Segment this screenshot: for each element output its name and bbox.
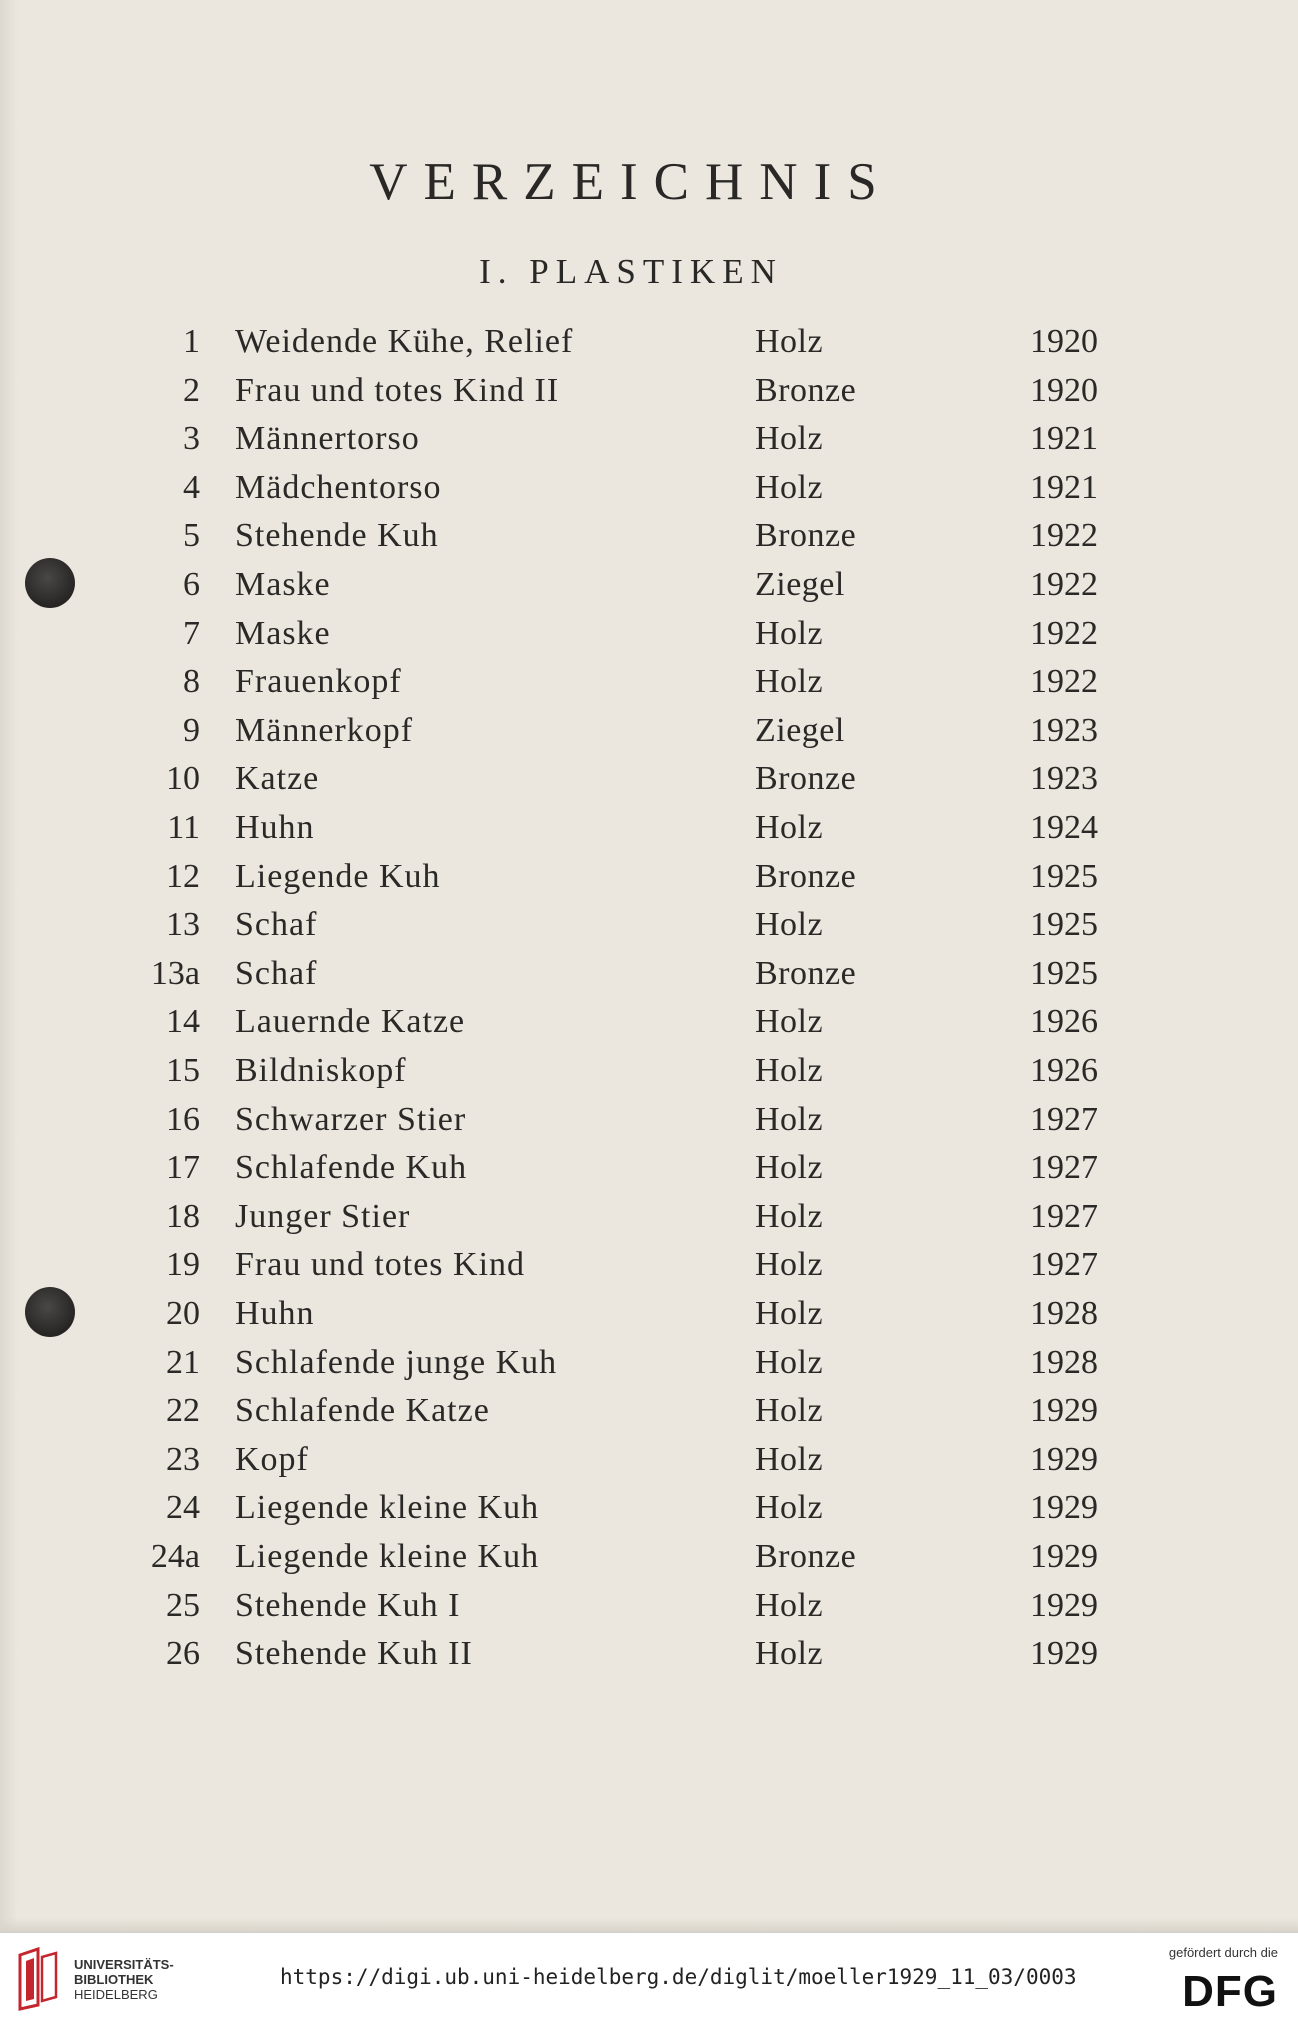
entry-number: 14 bbox=[166, 1003, 200, 1041]
catalog-entry bbox=[0, 1193, 1298, 1241]
entry-number: 4 bbox=[183, 468, 200, 506]
entry-title: Schlafende junge Kuh bbox=[235, 1343, 558, 1381]
entry-year: 1923 bbox=[1030, 760, 1098, 798]
entry-number: 2 bbox=[183, 371, 200, 409]
entry-material: Holz bbox=[755, 1440, 824, 1478]
entry-material: Holz bbox=[755, 420, 824, 458]
entry-title: Stehende Kuh II bbox=[235, 1635, 473, 1673]
catalog-entry bbox=[0, 1484, 1298, 1532]
entry-year: 1929 bbox=[1030, 1489, 1098, 1527]
entry-title: Maske bbox=[235, 566, 331, 603]
entry-number: 21 bbox=[166, 1343, 200, 1381]
entry-title: Mädchentorso bbox=[235, 468, 442, 506]
catalog-entry bbox=[0, 1533, 1298, 1581]
entry-material: Holz bbox=[755, 1003, 824, 1041]
entry-year: 1928 bbox=[1030, 1295, 1098, 1332]
entry-number: 7 bbox=[183, 614, 200, 652]
library-name-line2: BIBLIOTHEK bbox=[74, 1972, 154, 1987]
entry-title: Schwarzer Stier bbox=[235, 1100, 467, 1138]
entry-number: 12 bbox=[166, 857, 200, 895]
entry-title: Liegende Kuh bbox=[235, 857, 441, 895]
entry-number: 10 bbox=[166, 760, 200, 798]
entry-year: 1922 bbox=[1030, 663, 1098, 701]
entry-material: Holz bbox=[755, 323, 824, 360]
library-name bbox=[74, 1957, 174, 2002]
permalink-url[interactable]: https://digi.ub.uni-heidelberg.de/diglit/moeller1929_11_03/0003 bbox=[280, 1965, 1077, 1989]
dfg-logo[interactable]: DFG bbox=[1182, 1967, 1278, 2016]
entry-material: Bronze bbox=[755, 857, 857, 895]
entry-year: 1921 bbox=[1030, 468, 1098, 506]
entry-material: Holz bbox=[755, 1586, 824, 1624]
entry-title: Maske bbox=[235, 614, 331, 652]
entry-year: 1922 bbox=[1030, 517, 1098, 555]
entry-material: Holz bbox=[755, 1100, 824, 1138]
entry-material: Bronze bbox=[755, 371, 857, 409]
entry-material: Holz bbox=[755, 1246, 824, 1284]
catalog-entry bbox=[0, 415, 1298, 463]
catalog-entry bbox=[0, 1582, 1298, 1630]
catalog-entry bbox=[0, 1339, 1298, 1387]
entry-title: Lauernde Katze bbox=[235, 1003, 466, 1041]
catalog-entry bbox=[0, 318, 1298, 366]
catalog-entry bbox=[0, 610, 1298, 658]
entry-year: 1926 bbox=[1030, 1052, 1098, 1089]
entry-number: 1 bbox=[183, 323, 200, 360]
entry-title: Katze bbox=[235, 760, 320, 798]
entry-material: Holz bbox=[755, 1635, 824, 1673]
viewer-footer bbox=[0, 1932, 1298, 2026]
catalog-entry bbox=[0, 1630, 1298, 1678]
catalog-entry bbox=[0, 950, 1298, 998]
entry-number: 23 bbox=[166, 1440, 200, 1478]
entry-year: 1927 bbox=[1030, 1149, 1098, 1187]
entry-material: Holz bbox=[755, 906, 824, 944]
entry-material: Bronze bbox=[755, 954, 857, 992]
ub-heidelberg-logo-icon[interactable] bbox=[14, 1947, 62, 2011]
entry-material: Holz bbox=[755, 614, 824, 652]
entry-year: 1926 bbox=[1030, 1003, 1098, 1041]
entry-material: Holz bbox=[755, 1343, 824, 1381]
entry-number: 22 bbox=[166, 1392, 200, 1430]
entry-number: 20 bbox=[166, 1295, 200, 1332]
entry-number: 17 bbox=[166, 1149, 200, 1187]
entry-year: 1927 bbox=[1030, 1197, 1098, 1235]
entry-year: 1929 bbox=[1030, 1392, 1098, 1430]
entry-year: 1924 bbox=[1030, 809, 1098, 846]
entry-material: Holz bbox=[755, 1392, 824, 1430]
entry-title: Stehende Kuh I bbox=[235, 1586, 461, 1624]
entry-material: Holz bbox=[755, 1295, 824, 1332]
catalog-entry bbox=[0, 998, 1298, 1046]
entry-year: 1929 bbox=[1030, 1440, 1098, 1478]
catalog-entry bbox=[0, 1096, 1298, 1144]
entry-title: Frau und totes Kind bbox=[235, 1246, 526, 1284]
entry-number: 25 bbox=[166, 1586, 200, 1624]
entry-number: 3 bbox=[183, 420, 200, 458]
entry-title: Liegende kleine Kuh bbox=[235, 1489, 540, 1527]
entry-material: Bronze bbox=[755, 760, 857, 798]
entry-year: 1922 bbox=[1030, 614, 1098, 652]
entry-material: Holz bbox=[755, 1052, 824, 1089]
funding-note: gefördert durch die bbox=[1168, 1945, 1278, 1960]
entry-number: 19 bbox=[166, 1246, 200, 1284]
entry-material: Ziegel bbox=[755, 566, 845, 603]
catalog-entry bbox=[0, 1144, 1298, 1192]
entry-year: 1929 bbox=[1030, 1538, 1098, 1575]
catalog-entry bbox=[0, 561, 1298, 609]
catalog-entry bbox=[0, 658, 1298, 706]
catalog-entry bbox=[0, 512, 1298, 560]
entry-number: 8 bbox=[183, 663, 200, 701]
catalog-entry bbox=[0, 1387, 1298, 1435]
entry-year: 1927 bbox=[1030, 1246, 1098, 1284]
entry-title: Stehende Kuh bbox=[235, 517, 439, 555]
entry-number: 24 bbox=[166, 1489, 200, 1527]
catalog-entry bbox=[0, 1241, 1298, 1289]
entry-title: Bildniskopf bbox=[235, 1052, 407, 1089]
entry-material: Holz bbox=[755, 809, 824, 846]
entry-material: Holz bbox=[755, 1489, 824, 1527]
entry-year: 1920 bbox=[1030, 371, 1098, 409]
entry-title: Huhn bbox=[235, 809, 315, 846]
catalog-entry bbox=[0, 1290, 1298, 1338]
entry-title: Schaf bbox=[235, 906, 318, 944]
entry-year: 1929 bbox=[1030, 1586, 1098, 1624]
entry-number: 6 bbox=[183, 566, 200, 603]
entry-number: 11 bbox=[167, 809, 200, 846]
entry-title: Schlafende Katze bbox=[235, 1392, 490, 1430]
catalog-entry bbox=[0, 853, 1298, 901]
entry-material: Holz bbox=[755, 1197, 824, 1235]
entry-year: 1920 bbox=[1030, 323, 1098, 360]
section-heading: I. PLASTIKEN bbox=[479, 252, 783, 291]
entry-title: Schlafende Kuh bbox=[235, 1149, 468, 1187]
entry-number: 18 bbox=[166, 1197, 200, 1235]
entry-title: Frauenkopf bbox=[235, 663, 402, 701]
catalog-entry bbox=[0, 464, 1298, 512]
entry-title: Kopf bbox=[235, 1440, 309, 1478]
entry-number: 13a bbox=[150, 954, 200, 992]
entry-year: 1928 bbox=[1030, 1343, 1098, 1381]
entry-material: Holz bbox=[755, 468, 824, 506]
entry-number: 5 bbox=[183, 517, 200, 555]
entry-title: Liegende kleine Kuh bbox=[235, 1538, 540, 1575]
entry-material: Holz bbox=[755, 663, 824, 701]
entry-material: Ziegel bbox=[755, 711, 845, 749]
entry-year: 1925 bbox=[1030, 954, 1098, 992]
entry-material: Bronze bbox=[755, 517, 857, 555]
entry-year: 1923 bbox=[1030, 711, 1098, 749]
catalog-entry bbox=[0, 707, 1298, 755]
entry-title: Weidende Kühe, Relief bbox=[235, 323, 574, 360]
entry-number: 16 bbox=[166, 1100, 200, 1138]
entry-number: 26 bbox=[166, 1635, 200, 1673]
catalog-entry bbox=[0, 1436, 1298, 1484]
entry-title: Frau und totes Kind II bbox=[235, 371, 560, 409]
entry-title: Männertorso bbox=[235, 420, 420, 458]
document-title: VERZEICHNIS bbox=[369, 153, 893, 211]
page-bottom-shadow bbox=[0, 1918, 1298, 1932]
entry-year: 1927 bbox=[1030, 1100, 1098, 1138]
entry-title: Huhn bbox=[235, 1295, 315, 1332]
library-name-line1: UNIVERSITÄTS- bbox=[74, 1957, 174, 1972]
catalog-entry bbox=[0, 367, 1298, 415]
entry-year: 1925 bbox=[1030, 857, 1098, 895]
entry-year: 1922 bbox=[1030, 566, 1098, 603]
entry-number: 24a bbox=[150, 1538, 200, 1575]
catalog-entry bbox=[0, 901, 1298, 949]
library-name-line3: HEIDELBERG bbox=[74, 1987, 158, 2002]
entry-year: 1925 bbox=[1030, 906, 1098, 944]
entry-year: 1929 bbox=[1030, 1635, 1098, 1673]
catalog-entry bbox=[0, 804, 1298, 852]
entry-title: Schaf bbox=[235, 954, 318, 992]
entry-material: Bronze bbox=[755, 1538, 857, 1575]
entry-title: Männerkopf bbox=[235, 711, 414, 749]
entry-material: Holz bbox=[755, 1149, 824, 1187]
catalog-entry bbox=[0, 1047, 1298, 1095]
entry-year: 1921 bbox=[1030, 420, 1098, 458]
catalog-entry bbox=[0, 755, 1298, 803]
entry-number: 9 bbox=[183, 711, 200, 749]
entry-title: Junger Stier bbox=[235, 1197, 411, 1235]
entry-number: 15 bbox=[166, 1052, 200, 1089]
entry-number: 13 bbox=[166, 906, 200, 944]
